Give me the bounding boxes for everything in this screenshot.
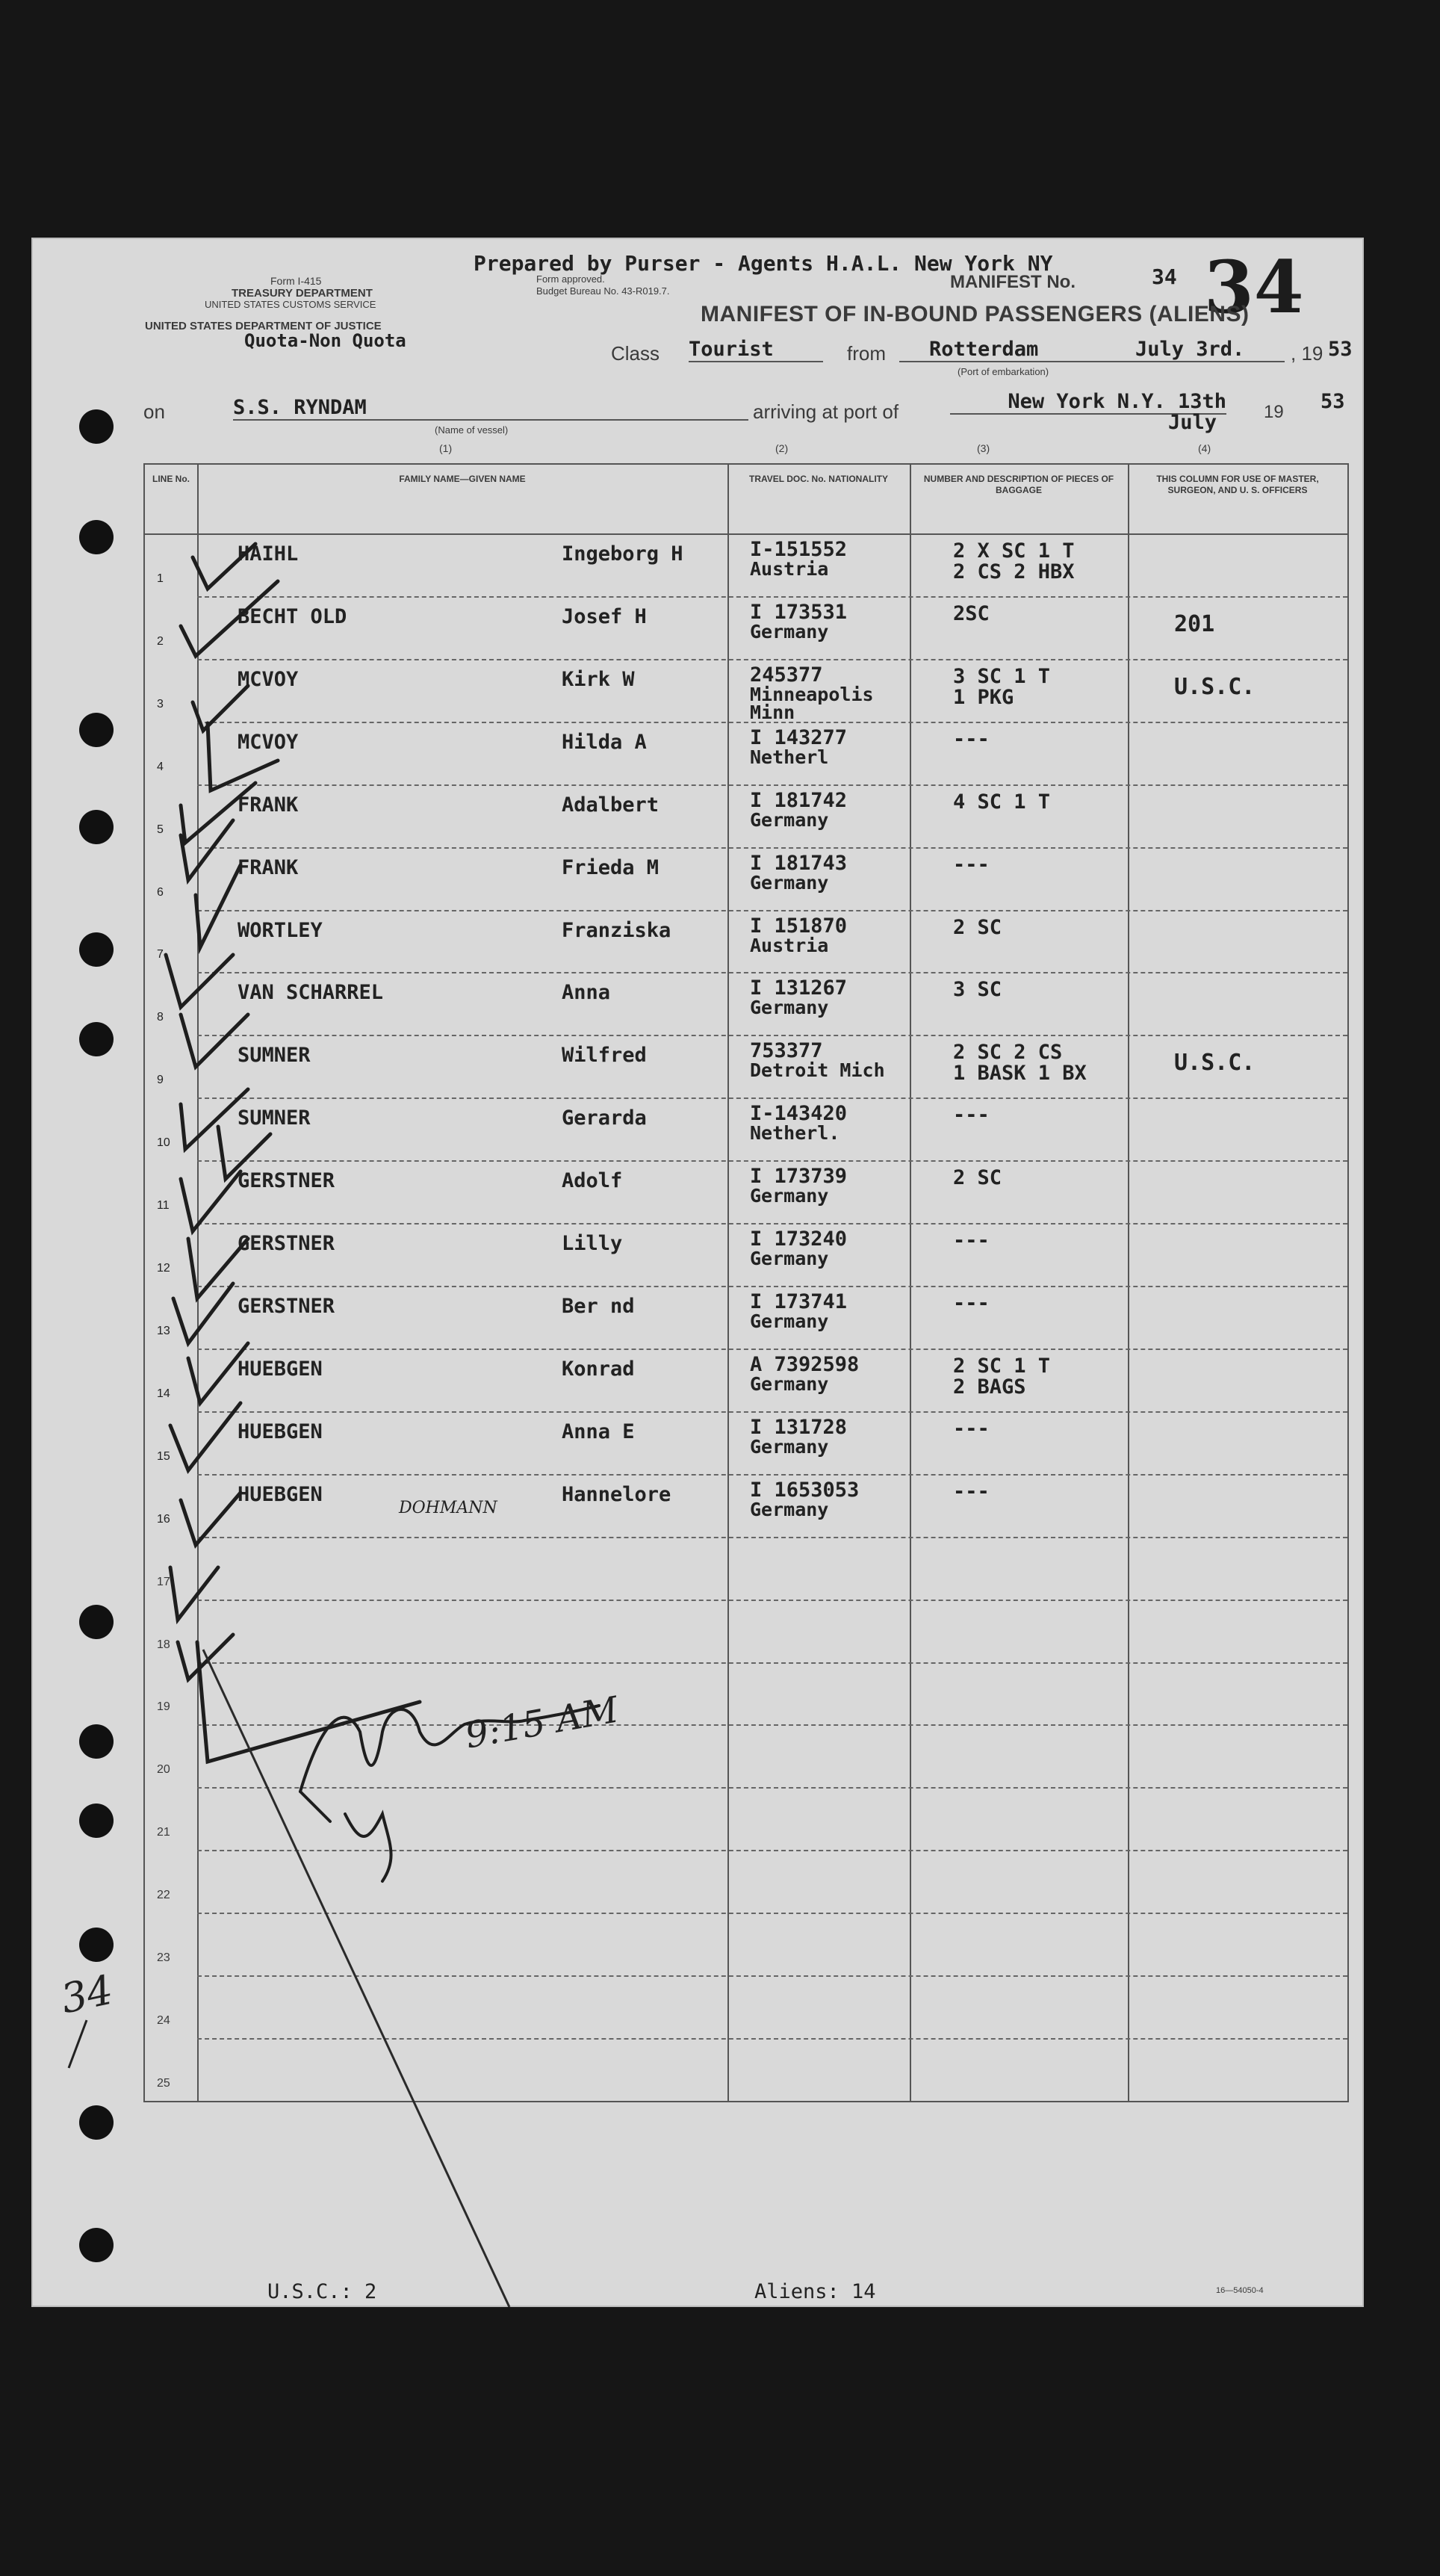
nationality: Germany [750,1498,829,1520]
nationality: Minneapolis Minn [750,683,874,723]
family-name: HAIHL [238,542,299,566]
family-name: BECHT OLD [238,604,347,628]
baggage-line-1: --- [953,852,990,876]
line-number: 5 [157,823,164,836]
baggage-line-1: 2 SC 1 T [953,1354,1051,1378]
vessel-sub: (Name of vessel) [435,424,509,436]
manifest-no-label: MANIFEST No. [950,272,1076,292]
baggage-line-1: --- [953,1479,990,1503]
given-name: Frieda M [562,855,660,879]
manifest-no-small: 34 [1152,264,1177,289]
family-name: VAN SCHARREL [238,981,384,1005]
family-name: MCVOY [238,730,299,754]
column-header-line-no: LINE No. [152,474,190,484]
from-value: Rotterdam [899,338,1150,362]
nationality: Germany [750,808,829,831]
baggage-line-2: 2 BAGS [953,1375,1026,1399]
manifest-page [31,238,1364,2307]
nationality: Germany [750,1310,829,1333]
column-header-name: FAMILY NAME—GIVEN NAME [399,474,526,484]
column-number: (1) [439,442,453,454]
baggage-line-1: 2 SC [953,1166,1002,1190]
printer-code: 16—54050-4 [1216,2286,1264,2295]
baggage-line-1: 2 SC 2 CS [953,1041,1063,1065]
column-number: (2) [775,442,789,454]
travel-doc-number: I 131728 [750,1415,848,1439]
line-number: 11 [157,1199,170,1213]
given-name: Franziska [562,918,671,942]
baggage-line-1: --- [953,1229,990,1253]
family-name: WORTLEY [238,918,323,942]
family-name: FRANK [238,855,299,879]
from-label: from [847,342,886,365]
family-name: SUMNER [238,1106,311,1130]
nationality: Germany [750,620,829,643]
travel-doc-number: I-151552 [750,538,848,561]
travel-doc-number: I 181743 [750,851,848,875]
line-number: 24 [157,2014,170,2028]
line-number: 13 [157,1324,170,1337]
family-name: GERSTNER [238,1232,335,1256]
customs-service: UNITED STATES CUSTOMS SERVICE [205,299,376,310]
baggage-line-1: --- [953,727,990,751]
travel-doc-number: A 7392598 [750,1352,860,1376]
line-number: 18 [157,1638,170,1651]
given-name: Adalbert [562,793,660,817]
given-name: Josef H [562,604,647,628]
column-header-baggage: NUMBER AND DESCRIPTION OF PIECES OF BAGGAGE [923,474,1114,495]
given-name: Gerarda [562,1106,647,1130]
arriving-label: arriving at port of [753,400,899,423]
travel-doc-number: I 173741 [750,1290,848,1314]
form-number: Form I-415 [270,275,322,287]
travel-doc-number: 753377 [750,1039,823,1063]
line-number: 15 [157,1449,170,1463]
baggage-line-1: 2SC [953,601,990,625]
travel-doc-number: I 151870 [750,914,848,938]
line-number: 21 [157,1826,170,1839]
quota-stamp: Quota-Non Quota [244,330,406,351]
class-value: Tourist [689,338,823,362]
nationality: Germany [750,1248,829,1270]
nationality: Germany [750,1372,829,1395]
column-header-officers: THIS COLUMN FOR USE OF MASTER, SURGEON, AND U. S. OFFICERS [1156,474,1319,495]
on-label: on [143,400,165,423]
line-number: 9 [157,1074,164,1087]
line-number: 1 [157,572,164,585]
footer-aliens: Aliens: 14 [754,2280,876,2303]
baggage-line-2: 1 BASK 1 BX [953,1062,1087,1086]
travel-doc-number: I 173739 [750,1165,848,1189]
nationality: Austria [750,934,829,956]
nationality: Germany [750,1185,829,1207]
officer-note: U.S.C. [1174,1050,1256,1077]
baggage-line-1: --- [953,1417,990,1440]
given-name: Adolf [562,1169,623,1193]
given-name: Ingeborg H [562,542,683,566]
baggage-line-1: 3 SC [953,978,1002,1002]
line-number: 3 [157,697,164,710]
column-header-doc: TRAVEL DOC. No. NATIONALITY [749,474,888,484]
manifest-no-stamp: 34 [1204,245,1304,329]
travel-doc-number: I 1653053 [750,1478,860,1502]
arrival-year: 53 [1320,390,1345,413]
line-number: 12 [157,1262,170,1275]
family-name: FRANK [238,793,299,817]
nationality: Detroit Mich [750,1059,885,1082]
officer-note: 201 [1174,610,1215,637]
line-number: 10 [157,1136,170,1150]
manifest-title: MANIFEST OF IN-BOUND PASSENGERS (ALIENS) [701,302,1250,326]
budget-bureau: Budget Bureau No. 43-R019.7. [536,285,670,297]
justice-dept: UNITED STATES DEPARTMENT OF JUSTICE [145,320,382,332]
line-number: 20 [157,1763,170,1777]
from-sub: (Port of embarkation) [958,366,1049,377]
line-number: 7 [157,948,164,962]
baggage-line-1: 4 SC 1 T [953,790,1051,814]
line-number: 25 [157,2077,170,2090]
given-name: Lilly [562,1232,623,1256]
family-name: HUEBGEN [238,1357,323,1381]
nationality: Austria [750,558,829,580]
nationality: Germany [750,997,829,1019]
baggage-line-2: 2 CS 2 HBX [953,560,1075,583]
baggage-line-1: 2 SC [953,915,1002,939]
given-name: Anna E [562,1419,635,1443]
footer-usc: U.S.C.: 2 [267,2280,377,2303]
baggage-line-1: 2 X SC 1 T [953,539,1075,563]
travel-doc-number: I-143420 [750,1102,848,1126]
handwritten-margin-number: 34 [57,1966,117,2023]
vessel-value: S.S. RYNDAM [233,396,748,421]
line-number: 6 [157,885,164,899]
column-number: (4) [1198,442,1211,454]
family-name: HUEBGEN [238,1419,323,1443]
line-number: 4 [157,760,164,773]
baggage-line-1: --- [953,1292,990,1316]
year-prefix: , 19 [1291,342,1323,365]
given-name: Hannelore [562,1482,671,1506]
given-name: Anna [562,981,611,1005]
nationality: Germany [750,871,829,894]
line-number: 2 [157,634,164,648]
family-name: MCVOY [238,667,299,691]
line-number: 23 [157,1951,170,1965]
port-value: New York N.Y. 13th [950,390,1226,415]
nationality: Netherl [750,746,829,768]
baggage-line-1: --- [953,1103,990,1127]
given-name: Hilda A [562,730,647,754]
line-number: 17 [157,1575,170,1588]
line-number: 16 [157,1512,170,1526]
officer-note: U.S.C. [1174,673,1256,700]
prepared-by: Prepared by Purser - Agents H.A.L. New York NY [474,251,1053,276]
given-name: Konrad [562,1357,635,1381]
line-number: 8 [157,1011,164,1024]
family-name: SUMNER [238,1044,311,1068]
line-number: 19 [157,1700,170,1714]
handwritten-dohmann: DOHMANN [399,1499,497,1517]
baggage-line-2: 1 PKG [953,685,1014,709]
family-name: HUEBGEN [238,1482,323,1506]
arrival-year-prefix: 19 [1264,402,1284,422]
check-marks [31,238,1364,2307]
travel-doc-number: I 143277 [750,725,848,749]
family-name: GERSTNER [238,1295,335,1319]
form-approved: Form approved. [536,273,605,285]
class-label: Class [611,342,660,365]
travel-doc-number: 245377 [750,663,823,687]
column-number: (3) [977,442,990,454]
year-value: 53 [1328,338,1353,361]
given-name: Kirk W [562,667,635,691]
handwritten-time: 9:15 AM [462,1688,622,1757]
nationality: Netherl. [750,1122,840,1145]
family-name: GERSTNER [238,1169,335,1193]
baggage-line-1: 3 SC 1 T [953,664,1051,688]
line-number: 22 [157,1889,170,1902]
treasury-dept: TREASURY DEPARTMENT [232,287,373,300]
date-value: July 3rd. [1135,338,1285,362]
nationality: Germany [750,1435,829,1458]
given-name: Wilfred [562,1044,647,1068]
travel-doc-number: I 131267 [750,976,848,1000]
margin-slash [61,2016,91,2075]
travel-doc-number: I 173240 [750,1227,848,1251]
travel-doc-number: I 173531 [750,600,848,624]
travel-doc-number: I 181742 [750,788,848,812]
line-number: 14 [157,1387,170,1400]
arrival-month: July [1168,411,1217,434]
given-name: Ber nd [562,1295,635,1319]
